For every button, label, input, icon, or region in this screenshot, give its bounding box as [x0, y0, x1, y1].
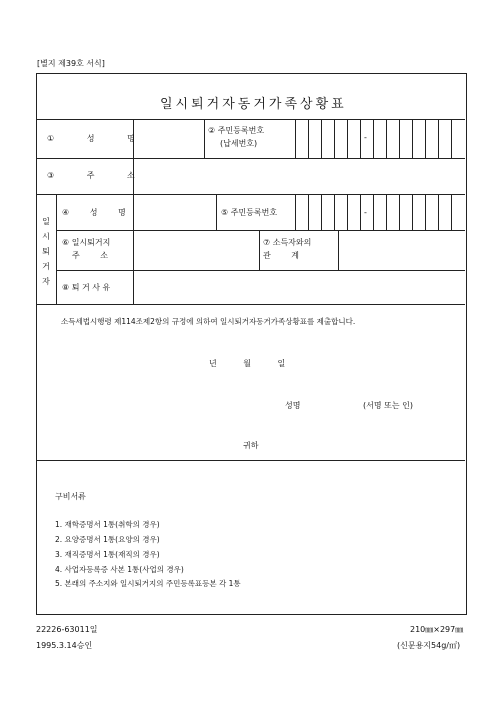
document-item: 1. 재학증명서 1통(취학의 경우) — [55, 520, 160, 529]
rrn-label: ② 주민등록번호 — [208, 126, 265, 135]
sign-note: (서명 또는 인) — [363, 401, 413, 410]
name2-input[interactable] — [134, 195, 216, 230]
relation-label-2: 관 계 — [263, 251, 299, 260]
footer-code: 22226-63011일 — [36, 625, 98, 634]
footer-paper: (신문용지54g/㎡) — [397, 641, 461, 650]
address-label: ③ 주 소 — [47, 171, 135, 180]
temp-address-label-2: 주 소 — [72, 251, 108, 260]
date-line: 년 월 일 — [209, 359, 286, 368]
reason-input[interactable] — [134, 271, 465, 304]
name2-label: ④ 성 명 — [62, 208, 126, 217]
relation-input[interactable] — [339, 231, 465, 270]
name-label: ① 성 명 — [47, 134, 135, 143]
sign-label: 성명 — [285, 401, 301, 410]
name-input[interactable] — [134, 120, 204, 158]
rrn2-input[interactable] — [296, 195, 465, 230]
rrn-sub-label: (납세번호) — [220, 139, 258, 148]
document-item: 5. 본래의 주소지와 일시퇴거지의 주민등록표등본 각 1통 — [55, 579, 241, 588]
footer-approved: 1995.3.14승인 — [36, 641, 93, 650]
document-item: 3. 재직증명서 1통(재직의 경우) — [55, 550, 160, 559]
rrn-dash: - — [364, 133, 367, 142]
relation-label: ⑦ 소득자와의 — [263, 238, 312, 247]
rrn2-label: ⑤ 주민등록번호 — [221, 208, 278, 217]
document-item: 2. 요양증명서 1통(요양의 경우) — [55, 535, 160, 544]
section-label: 일시퇴거자 — [42, 217, 50, 286]
document-item: 4. 사업자등록증 사본 1통(사업의 경우) — [55, 565, 184, 574]
temp-address-input[interactable] — [134, 231, 259, 270]
footer-size: 210㎜×297㎜ — [410, 625, 464, 634]
address-input[interactable] — [134, 159, 465, 194]
declaration-text: 소득세법시행령 제114조제2항의 규정에 의하여 일시퇴거자동거가족상황표를 제출합니다. — [61, 317, 356, 326]
recipient: 귀하 — [243, 441, 259, 450]
rrn2-dash: - — [364, 208, 367, 217]
reason-label: ⑧ 퇴 거 사 유 — [62, 283, 111, 292]
form-title: 일시퇴거자동거가족상황표 — [160, 97, 347, 112]
documents-heading: 구비서류 — [55, 492, 86, 501]
rrn-input[interactable] — [296, 120, 465, 158]
form-reference: [별지 제39호 서식] — [37, 59, 105, 68]
temp-address-label: ⑥ 일시퇴거지 — [62, 238, 111, 247]
